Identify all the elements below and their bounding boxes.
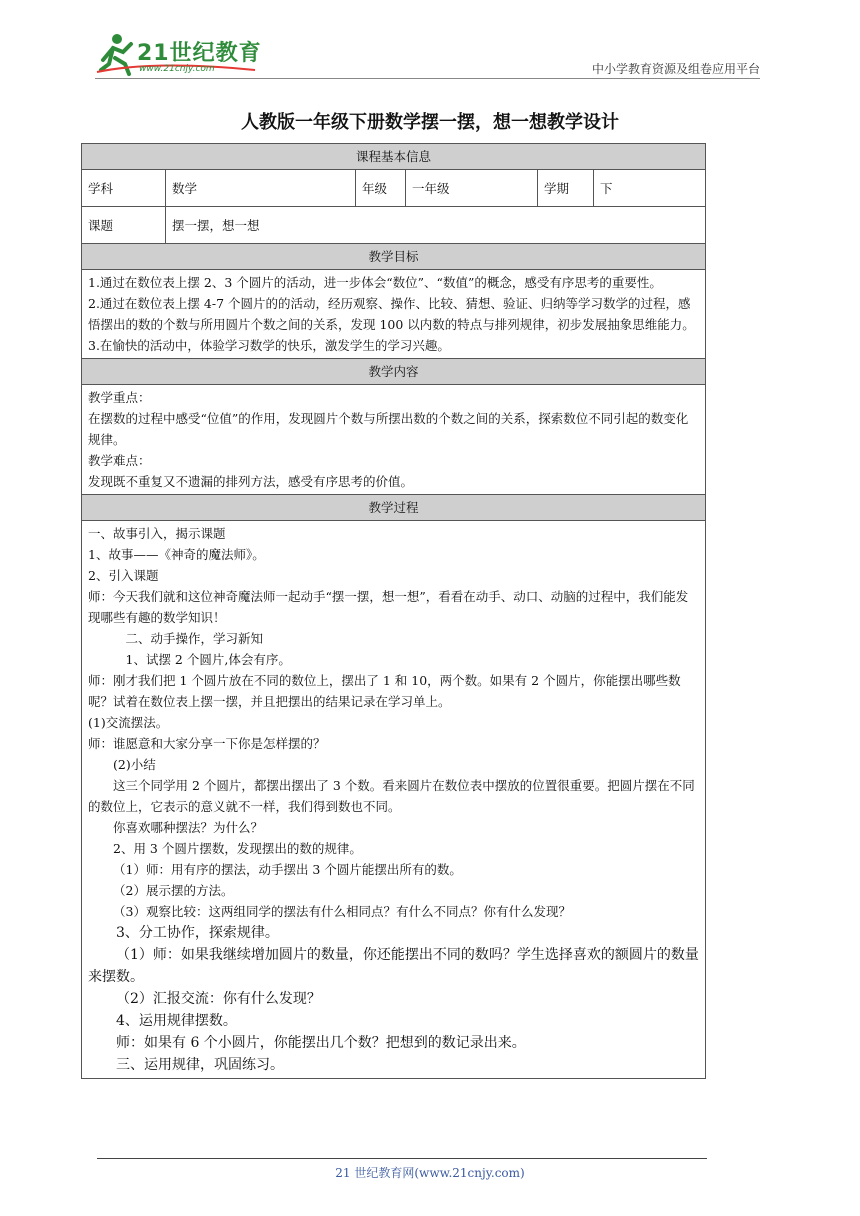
- process-line: （2）展示摆的方法。: [113, 883, 234, 898]
- topic-label: 课题: [82, 207, 166, 244]
- process-line: （1）师：用有序的摆法，动手摆出 3 个圆片能摆出所有的数。: [113, 862, 462, 877]
- grade-value: 一年级: [406, 170, 538, 207]
- process-line: 师：如果有 6 个小圆片，你能摆出几个数？把想到的数记录出来。: [116, 1035, 526, 1051]
- goal-item: 2.通过在数位表上摆 4-7 个圆片的的活动，经历观察、操作、比较、猜想、验证、归纳等学习数学的过程，感悟摆出的数的个数与所用圆片个数之间的关系，发现 100 以内数的特点与排列规律，初步发展抽象思维能力。: [88, 296, 695, 332]
- goal-item: 3.在愉快的活动中，体验学习数学的快乐，激发学生的学习兴趣。: [88, 338, 450, 353]
- process-line: 二、动手操作，学习新知: [125, 631, 264, 646]
- content-cell: [82, 385, 706, 495]
- process-line: 2、引入课题: [88, 568, 159, 583]
- process-line: 2、用 3 个圆片摆数，发现摆出的数的规律。: [113, 841, 362, 856]
- topic-value: 摆一摆，想一想: [166, 207, 706, 244]
- process-line: 一、故事引入，揭示课题: [88, 526, 226, 541]
- process-line: （3）观察比较：这两组同学的摆法有什么相同点？有什么不同点？你有什么发现？: [113, 904, 571, 919]
- process-line: 师：谁愿意和大家分享一下你是怎样摆的？: [88, 736, 326, 751]
- key-point-label: 教学重点：: [88, 390, 151, 405]
- process-line: 这三个同学用 2 个圆片，都摆出摆出了 3 个数。看来圆片在数位表中摆放的位置很重要。把圆片摆在不同的数位上，它表示的意义就不一样，我们得到数也不同。: [88, 778, 695, 814]
- difficulty-label: 教学难点：: [88, 453, 151, 468]
- header-divider: [95, 78, 760, 79]
- process-line: 你喜欢哪种摆法？为什么？: [113, 820, 264, 835]
- process-line: (2)小结: [113, 757, 156, 772]
- logo-text: 21世纪教育: [137, 41, 262, 66]
- page-header: [95, 30, 760, 80]
- section-process-heading: 教学过程: [82, 495, 706, 521]
- process-line: 4、运用规律摆数。: [116, 1013, 237, 1029]
- difficulty-text: 发现既不重复又不遗漏的排列方法，感受有序思考的价值。: [88, 474, 414, 489]
- process-line: 师：今天我们就和这位神奇魔法师一起动手“摆一摆，想一想”，看看在动手、动口、动脑的过程中，我们能发现哪些有趣的数学知识！: [88, 589, 689, 625]
- goals-cell: [82, 270, 706, 359]
- section-goals-heading: 教学目标: [82, 244, 706, 270]
- process-line: (1)交流摆法。: [88, 715, 169, 730]
- process-line: （2）汇报交流：你有什么发现？: [116, 991, 321, 1007]
- platform-name: 中小学教育资源及组卷应用平台: [591, 62, 760, 76]
- logo-url: www.21cnjy.com: [139, 64, 215, 74]
- term-value: 下: [594, 170, 706, 207]
- process-line: 三、运用规律，巩固练习。: [116, 1057, 284, 1073]
- footer-divider: [97, 1158, 707, 1159]
- process-line: 1、故事——《神奇的魔法师》。: [88, 547, 265, 562]
- section-content-heading: 教学内容: [82, 359, 706, 385]
- term-label: 学期: [538, 170, 594, 207]
- subject-label: 学科: [82, 170, 166, 207]
- process-line: 3、分工协作，探索规律。: [116, 925, 279, 941]
- document-title: 人教版一年级下册数学摆一摆，想一想教学设计: [241, 112, 619, 133]
- grade-label: 年级: [356, 170, 406, 207]
- lesson-table: [81, 143, 706, 1079]
- process-line: （1）师：如果我继续增加圆片的数量，你还能摆出不同的数吗？学生选择喜欢的额圆片的数量来摆数。: [88, 947, 699, 985]
- section-basic-heading: 课程基本信息: [82, 144, 706, 170]
- footer-text: 21 世纪教育网(www.21cnjy.com): [335, 1166, 525, 1180]
- subject-value: 数学: [166, 170, 356, 207]
- goal-item: 1.通过在数位表上摆 2、3 个圆片的活动，进一步体会“数位”、“数值”的概念，感受有序思考的重要性。: [88, 275, 662, 290]
- process-cell: [82, 521, 706, 1079]
- key-point-text: 在摆数的过程中感受“位值”的作用，发现圆片个数与所摆出数的个数之间的关系，探索数位不同引起的数变化规律。: [88, 411, 689, 447]
- process-line: 1、试摆 2 个圆片,体会有序。: [125, 652, 291, 667]
- process-line: 师：刚才我们把 1 个圆片放在不同的数位上，摆出了 1 和 10，两个数。如果有 2 个圆片，你能摆出哪些数呢？试着在数位表上摆一摆，并且把摆出的结果记录在学习单上。: [88, 673, 681, 709]
